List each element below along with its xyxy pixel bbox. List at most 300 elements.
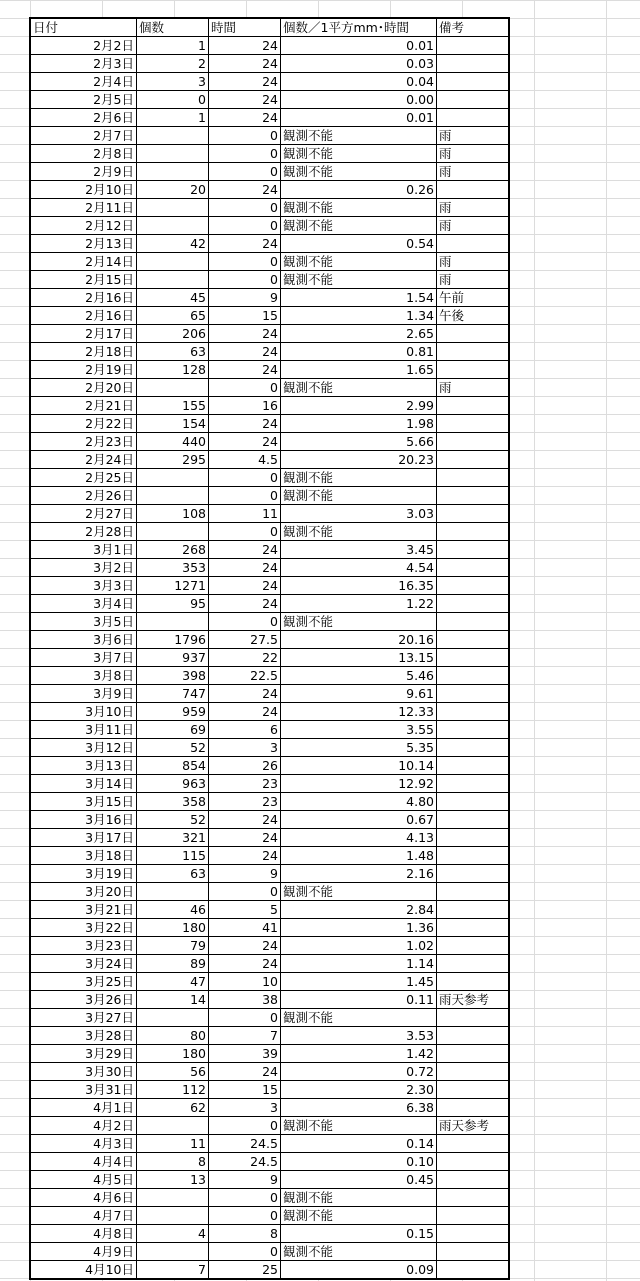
- cell-hours[interactable]: 0: [209, 1207, 281, 1225]
- cell-note[interactable]: [437, 739, 509, 757]
- cell-note[interactable]: [437, 955, 509, 973]
- cell-date[interactable]: 2月16日: [31, 307, 137, 325]
- cell-hours[interactable]: 0: [209, 199, 281, 217]
- cell-hours[interactable]: 11: [209, 505, 281, 523]
- cell-density[interactable]: 観測不能: [281, 1189, 437, 1207]
- cell-count[interactable]: 20: [137, 181, 209, 199]
- cell-count[interactable]: [137, 469, 209, 487]
- cell-date[interactable]: 2月21日: [31, 397, 137, 415]
- cell-count[interactable]: 115: [137, 847, 209, 865]
- cell-note[interactable]: [437, 1225, 509, 1243]
- cell-date[interactable]: 3月27日: [31, 1009, 137, 1027]
- cell-count[interactable]: [137, 199, 209, 217]
- cell-date[interactable]: 2月28日: [31, 523, 137, 541]
- cell-date[interactable]: 3月20日: [31, 883, 137, 901]
- cell-density[interactable]: 6.38: [281, 1099, 437, 1117]
- cell-count[interactable]: 268: [137, 541, 209, 559]
- cell-density[interactable]: 20.16: [281, 631, 437, 649]
- cell-count[interactable]: 155: [137, 397, 209, 415]
- cell-date[interactable]: 3月16日: [31, 811, 137, 829]
- cell-hours[interactable]: 24: [209, 73, 281, 91]
- cell-hours[interactable]: 24: [209, 235, 281, 253]
- cell-date[interactable]: 2月20日: [31, 379, 137, 397]
- cell-count[interactable]: 0: [137, 91, 209, 109]
- cell-hours[interactable]: 0: [209, 253, 281, 271]
- cell-count[interactable]: [137, 145, 209, 163]
- cell-count[interactable]: 80: [137, 1027, 209, 1045]
- cell-count[interactable]: 95: [137, 595, 209, 613]
- cell-density[interactable]: 20.23: [281, 451, 437, 469]
- cell-count[interactable]: 206: [137, 325, 209, 343]
- cell-density[interactable]: 0.26: [281, 181, 437, 199]
- cell-count[interactable]: [137, 613, 209, 631]
- cell-density[interactable]: 0.04: [281, 73, 437, 91]
- cell-note[interactable]: [437, 595, 509, 613]
- cell-date[interactable]: 4月6日: [31, 1189, 137, 1207]
- cell-count[interactable]: 3: [137, 73, 209, 91]
- cell-note[interactable]: [437, 343, 509, 361]
- cell-note[interactable]: [437, 1009, 509, 1027]
- cell-count[interactable]: [137, 379, 209, 397]
- cell-count[interactable]: 398: [137, 667, 209, 685]
- cell-date[interactable]: 4月8日: [31, 1225, 137, 1243]
- cell-density[interactable]: 観測不能: [281, 145, 437, 163]
- cell-count[interactable]: 7: [137, 1261, 209, 1279]
- cell-note[interactable]: 雨: [437, 271, 509, 289]
- cell-date[interactable]: 2月4日: [31, 73, 137, 91]
- cell-density[interactable]: 0.01: [281, 37, 437, 55]
- cell-count[interactable]: 959: [137, 703, 209, 721]
- cell-note[interactable]: 雨: [437, 145, 509, 163]
- cell-note[interactable]: [437, 487, 509, 505]
- cell-date[interactable]: 2月10日: [31, 181, 137, 199]
- cell-density[interactable]: 0.72: [281, 1063, 437, 1081]
- cell-hours[interactable]: 24: [209, 955, 281, 973]
- cell-hours[interactable]: 0: [209, 883, 281, 901]
- cell-count[interactable]: [137, 1189, 209, 1207]
- cell-count[interactable]: [137, 487, 209, 505]
- cell-date[interactable]: 3月6日: [31, 631, 137, 649]
- cell-date[interactable]: 3月1日: [31, 541, 137, 559]
- cell-note[interactable]: [437, 1135, 509, 1153]
- cell-hours[interactable]: 0: [209, 1117, 281, 1135]
- cell-hours[interactable]: 24: [209, 1063, 281, 1081]
- cell-hours[interactable]: 10: [209, 973, 281, 991]
- cell-density[interactable]: 12.33: [281, 703, 437, 721]
- cell-note[interactable]: [437, 1153, 509, 1171]
- cell-date[interactable]: 3月23日: [31, 937, 137, 955]
- cell-date[interactable]: 3月11日: [31, 721, 137, 739]
- cell-density[interactable]: 観測不能: [281, 253, 437, 271]
- cell-density[interactable]: 0.10: [281, 1153, 437, 1171]
- cell-note[interactable]: 雨: [437, 253, 509, 271]
- cell-density[interactable]: 観測不能: [281, 1117, 437, 1135]
- cell-note[interactable]: [437, 361, 509, 379]
- cell-density[interactable]: 0.15: [281, 1225, 437, 1243]
- cell-note[interactable]: 雨天参考: [437, 1117, 509, 1135]
- cell-date[interactable]: 2月25日: [31, 469, 137, 487]
- cell-date[interactable]: 4月7日: [31, 1207, 137, 1225]
- cell-note[interactable]: [437, 577, 509, 595]
- cell-date[interactable]: 2月5日: [31, 91, 137, 109]
- cell-hours[interactable]: 39: [209, 1045, 281, 1063]
- cell-density[interactable]: 2.65: [281, 325, 437, 343]
- cell-count[interactable]: [137, 1207, 209, 1225]
- cell-date[interactable]: 3月18日: [31, 847, 137, 865]
- cell-date[interactable]: 3月17日: [31, 829, 137, 847]
- cell-hours[interactable]: 16: [209, 397, 281, 415]
- cell-note[interactable]: [437, 433, 509, 451]
- cell-hours[interactable]: 0: [209, 487, 281, 505]
- cell-count[interactable]: [137, 1243, 209, 1261]
- cell-date[interactable]: 2月7日: [31, 127, 137, 145]
- cell-count[interactable]: [137, 523, 209, 541]
- cell-hours[interactable]: 9: [209, 1171, 281, 1189]
- cell-hours[interactable]: 0: [209, 217, 281, 235]
- cell-count[interactable]: 440: [137, 433, 209, 451]
- cell-hours[interactable]: 24: [209, 559, 281, 577]
- cell-count[interactable]: 747: [137, 685, 209, 703]
- cell-note[interactable]: [437, 703, 509, 721]
- cell-hours[interactable]: 27.5: [209, 631, 281, 649]
- cell-note[interactable]: [437, 757, 509, 775]
- cell-density[interactable]: 4.13: [281, 829, 437, 847]
- cell-density[interactable]: 1.98: [281, 415, 437, 433]
- cell-note[interactable]: 午前: [437, 289, 509, 307]
- cell-note[interactable]: [437, 1099, 509, 1117]
- cell-note[interactable]: [437, 901, 509, 919]
- cell-density[interactable]: 1.34: [281, 307, 437, 325]
- cell-hours[interactable]: 26: [209, 757, 281, 775]
- cell-hours[interactable]: 15: [209, 1081, 281, 1099]
- cell-hours[interactable]: 24: [209, 847, 281, 865]
- cell-density[interactable]: 3.53: [281, 1027, 437, 1045]
- header-date[interactable]: 日付: [31, 19, 137, 37]
- cell-date[interactable]: 3月29日: [31, 1045, 137, 1063]
- cell-density[interactable]: 1.36: [281, 919, 437, 937]
- cell-density[interactable]: 観測不能: [281, 1207, 437, 1225]
- cell-note[interactable]: [437, 559, 509, 577]
- cell-density[interactable]: 10.14: [281, 757, 437, 775]
- cell-note[interactable]: [437, 1189, 509, 1207]
- cell-count[interactable]: 963: [137, 775, 209, 793]
- cell-hours[interactable]: 9: [209, 865, 281, 883]
- cell-density[interactable]: 9.61: [281, 685, 437, 703]
- cell-date[interactable]: 3月9日: [31, 685, 137, 703]
- cell-hours[interactable]: 9: [209, 289, 281, 307]
- cell-date[interactable]: 2月9日: [31, 163, 137, 181]
- cell-note[interactable]: [437, 973, 509, 991]
- cell-hours[interactable]: 0: [209, 1009, 281, 1027]
- cell-note[interactable]: 午後: [437, 307, 509, 325]
- cell-hours[interactable]: 0: [209, 613, 281, 631]
- cell-density[interactable]: 観測不能: [281, 1009, 437, 1027]
- cell-date[interactable]: 4月4日: [31, 1153, 137, 1171]
- cell-date[interactable]: 4月1日: [31, 1099, 137, 1117]
- cell-date[interactable]: 2月17日: [31, 325, 137, 343]
- cell-note[interactable]: [437, 181, 509, 199]
- cell-hours[interactable]: 0: [209, 145, 281, 163]
- cell-count[interactable]: 854: [137, 757, 209, 775]
- cell-note[interactable]: [437, 325, 509, 343]
- cell-density[interactable]: 0.03: [281, 55, 437, 73]
- cell-note[interactable]: [437, 613, 509, 631]
- cell-density[interactable]: 観測不能: [281, 217, 437, 235]
- cell-count[interactable]: 112: [137, 1081, 209, 1099]
- cell-count[interactable]: 79: [137, 937, 209, 955]
- cell-hours[interactable]: 7: [209, 1027, 281, 1045]
- cell-count[interactable]: 128: [137, 361, 209, 379]
- cell-hours[interactable]: 24: [209, 433, 281, 451]
- cell-count[interactable]: 62: [137, 1099, 209, 1117]
- cell-date[interactable]: 2月27日: [31, 505, 137, 523]
- cell-density[interactable]: 0.09: [281, 1261, 437, 1279]
- cell-count[interactable]: 69: [137, 721, 209, 739]
- cell-date[interactable]: 2月24日: [31, 451, 137, 469]
- cell-hours[interactable]: 0: [209, 127, 281, 145]
- cell-count[interactable]: 2: [137, 55, 209, 73]
- cell-density[interactable]: 0.54: [281, 235, 437, 253]
- cell-date[interactable]: 2月23日: [31, 433, 137, 451]
- cell-hours[interactable]: 24: [209, 685, 281, 703]
- cell-date[interactable]: 3月19日: [31, 865, 137, 883]
- cell-count[interactable]: [137, 127, 209, 145]
- cell-density[interactable]: 1.54: [281, 289, 437, 307]
- cell-date[interactable]: 3月14日: [31, 775, 137, 793]
- cell-hours[interactable]: 0: [209, 1243, 281, 1261]
- cell-note[interactable]: [437, 1261, 509, 1279]
- cell-note[interactable]: [437, 37, 509, 55]
- cell-date[interactable]: 2月2日: [31, 37, 137, 55]
- cell-date[interactable]: 4月3日: [31, 1135, 137, 1153]
- cell-count[interactable]: 353: [137, 559, 209, 577]
- cell-count[interactable]: [137, 217, 209, 235]
- cell-count[interactable]: 89: [137, 955, 209, 973]
- cell-hours[interactable]: 24: [209, 811, 281, 829]
- cell-count[interactable]: 45: [137, 289, 209, 307]
- cell-density[interactable]: 2.99: [281, 397, 437, 415]
- cell-count[interactable]: 42: [137, 235, 209, 253]
- cell-note[interactable]: [437, 451, 509, 469]
- cell-hours[interactable]: 24: [209, 109, 281, 127]
- cell-date[interactable]: 2月6日: [31, 109, 137, 127]
- cell-note[interactable]: [437, 865, 509, 883]
- cell-hours[interactable]: 3: [209, 739, 281, 757]
- cell-hours[interactable]: 24: [209, 55, 281, 73]
- cell-note[interactable]: [437, 469, 509, 487]
- cell-count[interactable]: 295: [137, 451, 209, 469]
- cell-count[interactable]: 63: [137, 343, 209, 361]
- cell-date[interactable]: 3月25日: [31, 973, 137, 991]
- cell-count[interactable]: 1271: [137, 577, 209, 595]
- cell-note[interactable]: [437, 1207, 509, 1225]
- cell-density[interactable]: 2.16: [281, 865, 437, 883]
- cell-hours[interactable]: 24: [209, 181, 281, 199]
- cell-count[interactable]: 937: [137, 649, 209, 667]
- cell-note[interactable]: 雨天参考: [437, 991, 509, 1009]
- cell-hours[interactable]: 0: [209, 271, 281, 289]
- cell-density[interactable]: 観測不能: [281, 613, 437, 631]
- cell-hours[interactable]: 24: [209, 325, 281, 343]
- cell-density[interactable]: 12.92: [281, 775, 437, 793]
- cell-count[interactable]: [137, 1009, 209, 1027]
- cell-date[interactable]: 4月5日: [31, 1171, 137, 1189]
- cell-note[interactable]: [437, 55, 509, 73]
- cell-density[interactable]: 1.22: [281, 595, 437, 613]
- cell-date[interactable]: 3月28日: [31, 1027, 137, 1045]
- cell-note[interactable]: [437, 775, 509, 793]
- cell-hours[interactable]: 24.5: [209, 1135, 281, 1153]
- cell-date[interactable]: 3月13日: [31, 757, 137, 775]
- cell-hours[interactable]: 22.5: [209, 667, 281, 685]
- cell-count[interactable]: 52: [137, 739, 209, 757]
- cell-density[interactable]: 0.67: [281, 811, 437, 829]
- cell-density[interactable]: 1.42: [281, 1045, 437, 1063]
- cell-count[interactable]: 52: [137, 811, 209, 829]
- cell-date[interactable]: 4月2日: [31, 1117, 137, 1135]
- cell-density[interactable]: 3.55: [281, 721, 437, 739]
- cell-note[interactable]: [437, 91, 509, 109]
- cell-hours[interactable]: 6: [209, 721, 281, 739]
- cell-hours[interactable]: 22: [209, 649, 281, 667]
- cell-hours[interactable]: 24: [209, 937, 281, 955]
- cell-hours[interactable]: 5: [209, 901, 281, 919]
- cell-density[interactable]: 0.11: [281, 991, 437, 1009]
- cell-count[interactable]: [137, 271, 209, 289]
- cell-note[interactable]: [437, 523, 509, 541]
- cell-density[interactable]: 0.00: [281, 91, 437, 109]
- cell-count[interactable]: 1796: [137, 631, 209, 649]
- cell-hours[interactable]: 0: [209, 523, 281, 541]
- cell-note[interactable]: [437, 883, 509, 901]
- cell-hours[interactable]: 3: [209, 1099, 281, 1117]
- cell-date[interactable]: 4月9日: [31, 1243, 137, 1261]
- cell-count[interactable]: 1: [137, 109, 209, 127]
- cell-density[interactable]: 観測不能: [281, 379, 437, 397]
- cell-note[interactable]: [437, 1045, 509, 1063]
- cell-hours[interactable]: 8: [209, 1225, 281, 1243]
- cell-hours[interactable]: 25: [209, 1261, 281, 1279]
- cell-hours[interactable]: 0: [209, 1189, 281, 1207]
- cell-hours[interactable]: 15: [209, 307, 281, 325]
- cell-hours[interactable]: 24: [209, 361, 281, 379]
- cell-date[interactable]: 2月18日: [31, 343, 137, 361]
- cell-density[interactable]: 0.45: [281, 1171, 437, 1189]
- cell-date[interactable]: 2月8日: [31, 145, 137, 163]
- cell-date[interactable]: 3月5日: [31, 613, 137, 631]
- cell-note[interactable]: [437, 235, 509, 253]
- cell-hours[interactable]: 41: [209, 919, 281, 937]
- cell-date[interactable]: 2月3日: [31, 55, 137, 73]
- cell-hours[interactable]: 0: [209, 163, 281, 181]
- cell-note[interactable]: 雨: [437, 199, 509, 217]
- cell-hours[interactable]: 24: [209, 37, 281, 55]
- cell-date[interactable]: 3月12日: [31, 739, 137, 757]
- cell-note[interactable]: [437, 1171, 509, 1189]
- cell-note[interactable]: [437, 1027, 509, 1045]
- cell-note[interactable]: 雨: [437, 217, 509, 235]
- cell-note[interactable]: [437, 847, 509, 865]
- cell-density[interactable]: 2.84: [281, 901, 437, 919]
- cell-date[interactable]: 2月14日: [31, 253, 137, 271]
- cell-density[interactable]: 観測不能: [281, 469, 437, 487]
- cell-date[interactable]: 3月24日: [31, 955, 137, 973]
- cell-count[interactable]: 46: [137, 901, 209, 919]
- cell-hours[interactable]: 38: [209, 991, 281, 1009]
- cell-note[interactable]: [437, 937, 509, 955]
- cell-date[interactable]: 2月26日: [31, 487, 137, 505]
- cell-count[interactable]: [137, 883, 209, 901]
- cell-note[interactable]: [437, 811, 509, 829]
- cell-density[interactable]: 16.35: [281, 577, 437, 595]
- cell-count[interactable]: 14: [137, 991, 209, 1009]
- cell-note[interactable]: [437, 397, 509, 415]
- cell-count[interactable]: 4: [137, 1225, 209, 1243]
- cell-note[interactable]: [437, 1243, 509, 1261]
- cell-count[interactable]: 63: [137, 865, 209, 883]
- cell-date[interactable]: 3月7日: [31, 649, 137, 667]
- cell-note[interactable]: [437, 721, 509, 739]
- cell-note[interactable]: [437, 631, 509, 649]
- cell-density[interactable]: 3.03: [281, 505, 437, 523]
- cell-note[interactable]: [437, 109, 509, 127]
- cell-density[interactable]: 観測不能: [281, 523, 437, 541]
- header-count[interactable]: 個数: [137, 19, 209, 37]
- cell-count[interactable]: 180: [137, 919, 209, 937]
- cell-hours[interactable]: 24: [209, 91, 281, 109]
- cell-density[interactable]: 観測不能: [281, 1243, 437, 1261]
- cell-count[interactable]: 11: [137, 1135, 209, 1153]
- cell-hours[interactable]: 23: [209, 775, 281, 793]
- cell-note[interactable]: [437, 505, 509, 523]
- cell-note[interactable]: [437, 793, 509, 811]
- cell-density[interactable]: 5.35: [281, 739, 437, 757]
- cell-note[interactable]: 雨: [437, 379, 509, 397]
- cell-density[interactable]: 1.02: [281, 937, 437, 955]
- cell-date[interactable]: 2月12日: [31, 217, 137, 235]
- cell-density[interactable]: 1.45: [281, 973, 437, 991]
- cell-count[interactable]: [137, 163, 209, 181]
- cell-note[interactable]: [437, 667, 509, 685]
- cell-date[interactable]: 3月26日: [31, 991, 137, 1009]
- cell-count[interactable]: 65: [137, 307, 209, 325]
- cell-density[interactable]: 3.45: [281, 541, 437, 559]
- cell-date[interactable]: 3月31日: [31, 1081, 137, 1099]
- cell-density[interactable]: 4.54: [281, 559, 437, 577]
- cell-date[interactable]: 2月13日: [31, 235, 137, 253]
- cell-density[interactable]: 1.14: [281, 955, 437, 973]
- cell-density[interactable]: 観測不能: [281, 127, 437, 145]
- cell-density[interactable]: 4.80: [281, 793, 437, 811]
- cell-hours[interactable]: 23: [209, 793, 281, 811]
- cell-date[interactable]: 3月3日: [31, 577, 137, 595]
- cell-density[interactable]: 観測不能: [281, 271, 437, 289]
- cell-hours[interactable]: 24.5: [209, 1153, 281, 1171]
- cell-date[interactable]: 3月8日: [31, 667, 137, 685]
- cell-date[interactable]: 3月15日: [31, 793, 137, 811]
- cell-date[interactable]: 2月16日: [31, 289, 137, 307]
- cell-count[interactable]: 13: [137, 1171, 209, 1189]
- cell-hours[interactable]: 24: [209, 343, 281, 361]
- cell-density[interactable]: 観測不能: [281, 883, 437, 901]
- cell-note[interactable]: 雨: [437, 163, 509, 181]
- cell-count[interactable]: 321: [137, 829, 209, 847]
- header-note[interactable]: 備考: [437, 19, 509, 37]
- cell-hours[interactable]: 0: [209, 469, 281, 487]
- cell-note[interactable]: [437, 649, 509, 667]
- cell-density[interactable]: 0.81: [281, 343, 437, 361]
- cell-date[interactable]: 3月21日: [31, 901, 137, 919]
